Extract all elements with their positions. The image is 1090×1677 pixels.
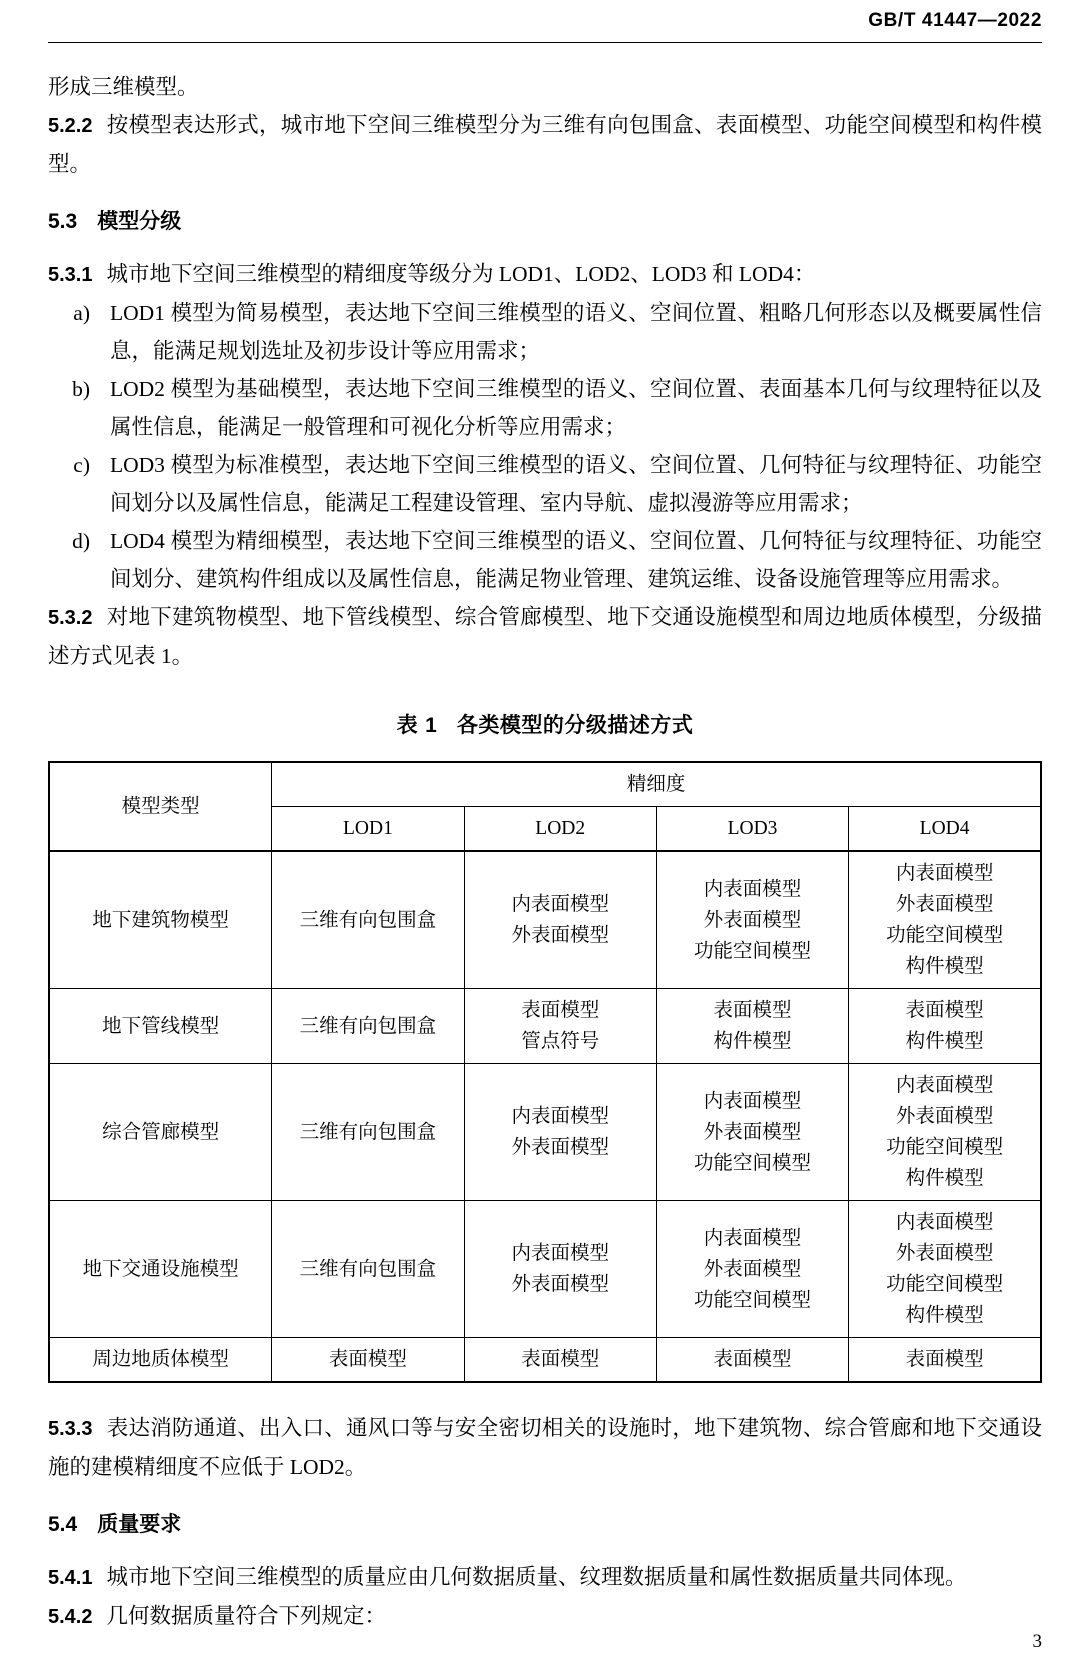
cell-line: 构件模型 [905, 1031, 984, 1052]
cell-lod3 [656, 1338, 848, 1383]
clause-5-3-2-number: 5.3.2 [48, 607, 93, 629]
cell-lod4 [849, 1338, 1041, 1383]
cell-line: 三维有向包围盒 [299, 1121, 437, 1143]
cell-line: 外表面模型 [895, 1243, 994, 1264]
column-header-precision-group: 精细度 [272, 762, 1041, 807]
document-body [48, 46, 1042, 1636]
cell-line: 构件模型 [905, 956, 984, 977]
cell-line: 功能空间模型 [886, 1274, 1004, 1295]
cell-line: 功能空间模型 [886, 925, 1004, 946]
cell-lod3 [656, 989, 848, 1064]
cell-lod1 [272, 989, 464, 1064]
list-item-text: LOD3 模型为标准模型，表达地下空间三维模型的语义、空间位置、几何特征与纹理特征、功能空间划分以及属性信息，能满足工程建设管理、室内导航、虚拟漫游等应用需求； [110, 453, 1042, 515]
cell-lod4 [849, 989, 1041, 1064]
cell-line: 内表面模型 [511, 1106, 609, 1127]
cell-line: 内表面模型 [511, 894, 609, 915]
clause-5-4-2 [48, 1597, 1042, 1636]
list-item [48, 370, 1042, 446]
cell-line: 表面模型 [328, 1349, 407, 1370]
table-row [49, 1201, 1041, 1338]
table-header-row-group [49, 762, 1041, 807]
cell-line: 表面模型 [905, 1000, 984, 1021]
clause-5-3-3 [48, 1409, 1042, 1486]
column-header-lod2: LOD2 [464, 807, 656, 852]
cell-line: 表面模型 [713, 1349, 792, 1370]
cell-line: 功能空间模型 [694, 1289, 812, 1311]
cell-line: 外表面模型 [511, 925, 609, 946]
list-item [48, 522, 1042, 598]
list-item [48, 446, 1042, 522]
cell-line: 三维有向包围盒 [299, 1258, 437, 1280]
lod-definition-list [48, 294, 1042, 598]
cell-line: 内表面模型 [703, 1090, 802, 1112]
clause-5-3-1-number: 5.3.1 [48, 264, 93, 286]
page-number: 3 [1032, 1631, 1042, 1652]
row-label: 综合管廊模型 [49, 1064, 272, 1201]
cell-line: 内表面模型 [511, 1243, 609, 1264]
clause-5-3-3-text: 表达消防通道、出入口、通风口等与安全密切相关的设施时，地下建筑物、综合管廊和地下交通设施的建模精细度不应低于 LOD2。 [48, 1416, 1042, 1479]
cell-lod2 [464, 1338, 656, 1383]
cell-line: 内表面模型 [895, 1075, 994, 1096]
clause-5-2-2 [48, 106, 1042, 183]
clause-5-3-1-text: 城市地下空间三维模型的精细度等级分为 LOD1、LOD2、LOD3 和 LOD4： [106, 262, 816, 286]
standard-number: GB/T 41447—2022 [868, 10, 1042, 31]
cell-line: 外表面模型 [703, 1258, 802, 1280]
cell-lod2 [464, 1201, 656, 1338]
cell-lod2 [464, 1064, 656, 1201]
clause-5-4-1-number: 5.4.1 [48, 1567, 93, 1589]
clause-heading-5-4-title: 质量要求 [97, 1513, 182, 1536]
cell-lod3 [656, 1201, 848, 1338]
clause-5-4-2-number: 5.4.2 [48, 1606, 93, 1628]
clause-5-4-1 [48, 1558, 1042, 1597]
cell-lod1 [272, 851, 464, 989]
table-caption [48, 709, 1042, 739]
table-row [49, 1064, 1041, 1201]
clause-heading-5-3-number: 5.3 [48, 210, 78, 233]
list-item-marker: d) [72, 529, 90, 553]
table-caption-label: 表 [396, 714, 419, 737]
cell-lod2 [464, 851, 656, 989]
column-header-lod1: LOD1 [272, 807, 464, 852]
table-row [49, 851, 1041, 989]
clause-5-3-2-text: 对地下建筑物模型、地下管线模型、综合管廊模型、地下交通设施模型和周边地质体模型，分级描述方式见表 1。 [48, 605, 1042, 668]
column-header-lod4: LOD4 [849, 807, 1041, 852]
cell-line: 表面模型 [521, 1349, 600, 1370]
header-rule [48, 42, 1042, 43]
row-label: 周边地质体模型 [49, 1338, 272, 1383]
list-item-marker: c) [73, 453, 90, 477]
table-body [49, 851, 1041, 1382]
list-item-text: LOD4 模型为精细模型，表达地下空间三维模型的语义、空间位置、几何特征与纹理特征、功能空间划分、建筑构件组成以及属性信息，能满足物业管理、建筑运维、设备设施管理等应用需求。 [110, 529, 1042, 591]
cell-line: 功能空间模型 [694, 1152, 812, 1174]
cell-lod4 [849, 1064, 1041, 1201]
clause-5-2-2-number: 5.2.2 [48, 115, 93, 137]
cell-line: 表面模型 [905, 1349, 984, 1370]
cell-lod3 [656, 851, 848, 989]
cell-line: 内表面模型 [703, 1227, 802, 1249]
column-header-model-type: 模型类型 [49, 762, 272, 851]
clause-heading-5-4 [48, 1506, 1042, 1544]
list-item-text: LOD1 模型为简易模型，表达地下空间三维模型的语义、空间位置、粗略几何形态以及概要属性信息，能满足规划选址及初步设计等应用需求； [110, 301, 1042, 363]
cell-line: 内表面模型 [703, 878, 802, 900]
table-head [49, 762, 1041, 851]
clause-5-3-1 [48, 255, 1042, 294]
row-label: 地下建筑物模型 [49, 851, 272, 989]
cell-lod1 [272, 1201, 464, 1338]
lead-paragraph: 形成三维模型。 [48, 75, 199, 99]
cell-line: 外表面模型 [895, 894, 994, 915]
cell-lod1 [272, 1338, 464, 1383]
cell-line: 构件模型 [713, 1031, 792, 1052]
cell-line: 内表面模型 [895, 1212, 994, 1233]
clause-heading-5-3-title: 模型分级 [97, 210, 182, 233]
clause-5-3-3-number: 5.3.3 [48, 1418, 93, 1440]
cell-line: 三维有向包围盒 [299, 909, 437, 931]
list-item-text: LOD2 模型为基础模型，表达地下空间三维模型的语义、空间位置、表面基本几何与纹理特征以及属性信息，能满足一般管理和可视化分析等应用需求； [110, 377, 1042, 439]
page-header [48, 0, 1042, 46]
cell-line: 内表面模型 [895, 863, 994, 884]
cell-lod3 [656, 1064, 848, 1201]
clause-heading-5-4-number: 5.4 [48, 1513, 78, 1536]
clause-5-4-2-text: 几何数据质量符合下列规定： [106, 1604, 386, 1628]
list-item-marker: a) [73, 301, 90, 325]
table-caption-text: 各类模型的分级描述方式 [456, 714, 694, 737]
row-label: 地下管线模型 [49, 989, 272, 1064]
list-item-marker: b) [72, 377, 90, 401]
list-item [48, 294, 1042, 370]
cell-line: 功能空间模型 [886, 1137, 1004, 1158]
clause-5-2-2-text: 按模型表达形式，城市地下空间三维模型分为三维有向包围盒、表面模型、功能空间模型和构件模型。 [48, 113, 1042, 176]
cell-lod4 [849, 851, 1041, 989]
clause-5-3-2 [48, 598, 1042, 675]
table-row [49, 1338, 1041, 1383]
cell-lod1 [272, 1064, 464, 1201]
cell-line: 构件模型 [905, 1168, 984, 1189]
cell-line: 管点符号 [521, 1031, 600, 1052]
cell-line: 构件模型 [905, 1305, 984, 1326]
cell-line: 表面模型 [521, 1000, 600, 1021]
cell-line: 外表面模型 [511, 1137, 609, 1158]
table-caption-number: 1 [425, 714, 438, 737]
cell-line: 功能空间模型 [694, 940, 812, 962]
cell-line: 外表面模型 [895, 1106, 994, 1127]
clause-heading-5-3 [48, 203, 1042, 241]
cell-lod2 [464, 989, 656, 1064]
cell-line: 外表面模型 [703, 909, 802, 931]
cell-line: 外表面模型 [703, 1121, 802, 1143]
cell-lod4 [849, 1201, 1041, 1338]
clause-5-4-1-text: 城市地下空间三维模型的质量应由几何数据质量、纹理数据质量和属性数据质量共同体现。 [106, 1565, 967, 1589]
cell-line: 三维有向包围盒 [299, 1015, 437, 1037]
cell-line: 外表面模型 [511, 1274, 609, 1295]
cell-line: 表面模型 [713, 1000, 792, 1021]
model-lod-table [48, 761, 1042, 1383]
row-label: 地下交通设施模型 [49, 1201, 272, 1338]
table-row [49, 989, 1041, 1064]
column-header-lod3: LOD3 [656, 807, 848, 852]
